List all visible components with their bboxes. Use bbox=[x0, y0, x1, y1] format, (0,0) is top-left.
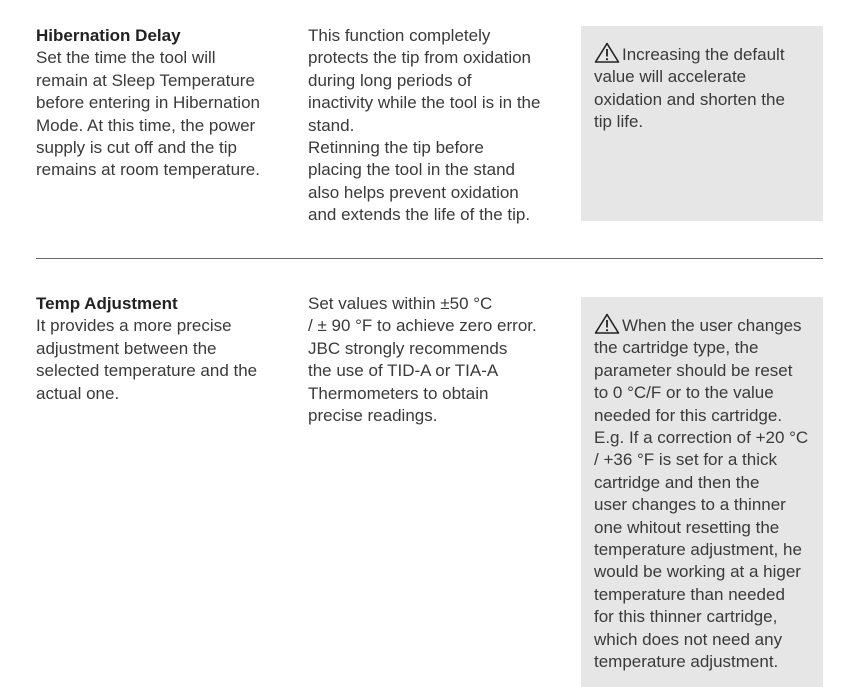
parameter-name-column bbox=[36, 25, 286, 182]
warning-triangle-icon bbox=[594, 313, 620, 334]
warning-note-box bbox=[581, 26, 823, 221]
parameter-name-column bbox=[36, 293, 286, 405]
parameter-detail-paragraph: Set values within ±50 °C / ± 90 °F to achieve zero error. JBC strongly recommends the use of TID-A or TIA-A Thermometers to obtain precise readings. bbox=[308, 294, 537, 426]
warning-note-box bbox=[581, 297, 823, 687]
parameter-detail-paragraph: Retinning the tip before placing the tool in the stand also helps prevent oxidation and extends the life of the tip. bbox=[308, 138, 531, 225]
parameter-description: Set the time the tool will remain at Sleep Temperature before entering in Hibernation Mode. At this time, the power supply is cut off and the tip remains at room temperature. bbox=[36, 48, 260, 180]
parameter-detail-paragraph: This function completely protects the tip from oxidation during long periods of inactivity while the tool is in the stand. bbox=[308, 26, 541, 135]
warning-triangle-icon bbox=[594, 42, 620, 63]
warning-note-text: Increasing the default value will accelerate oxidation and shorten the tip life. bbox=[594, 45, 785, 132]
warning-note-text: When the user changes the cartridge type, the parameter should be reset to 0 °C/F or to the value needed for this cartridge. E.g. If a correction of +20 °C / +36 °F is set for a thick cartridge and then the user changes to a thinner one whitout resetting the temperature adjustment, he would be working at a higer temperature than needed for this thinner cartridge, which does not need any temperature adjustment. bbox=[594, 316, 809, 672]
parameter-description: It provides a more precise adjustment between the selected temperature and the actual one. bbox=[36, 316, 258, 403]
parameter-details-column bbox=[308, 293, 563, 427]
parameter-title: Hibernation Delay bbox=[36, 26, 181, 45]
parameter-details-column bbox=[308, 25, 563, 227]
section-divider bbox=[36, 258, 823, 259]
parameter-title: Temp Adjustment bbox=[36, 294, 178, 313]
